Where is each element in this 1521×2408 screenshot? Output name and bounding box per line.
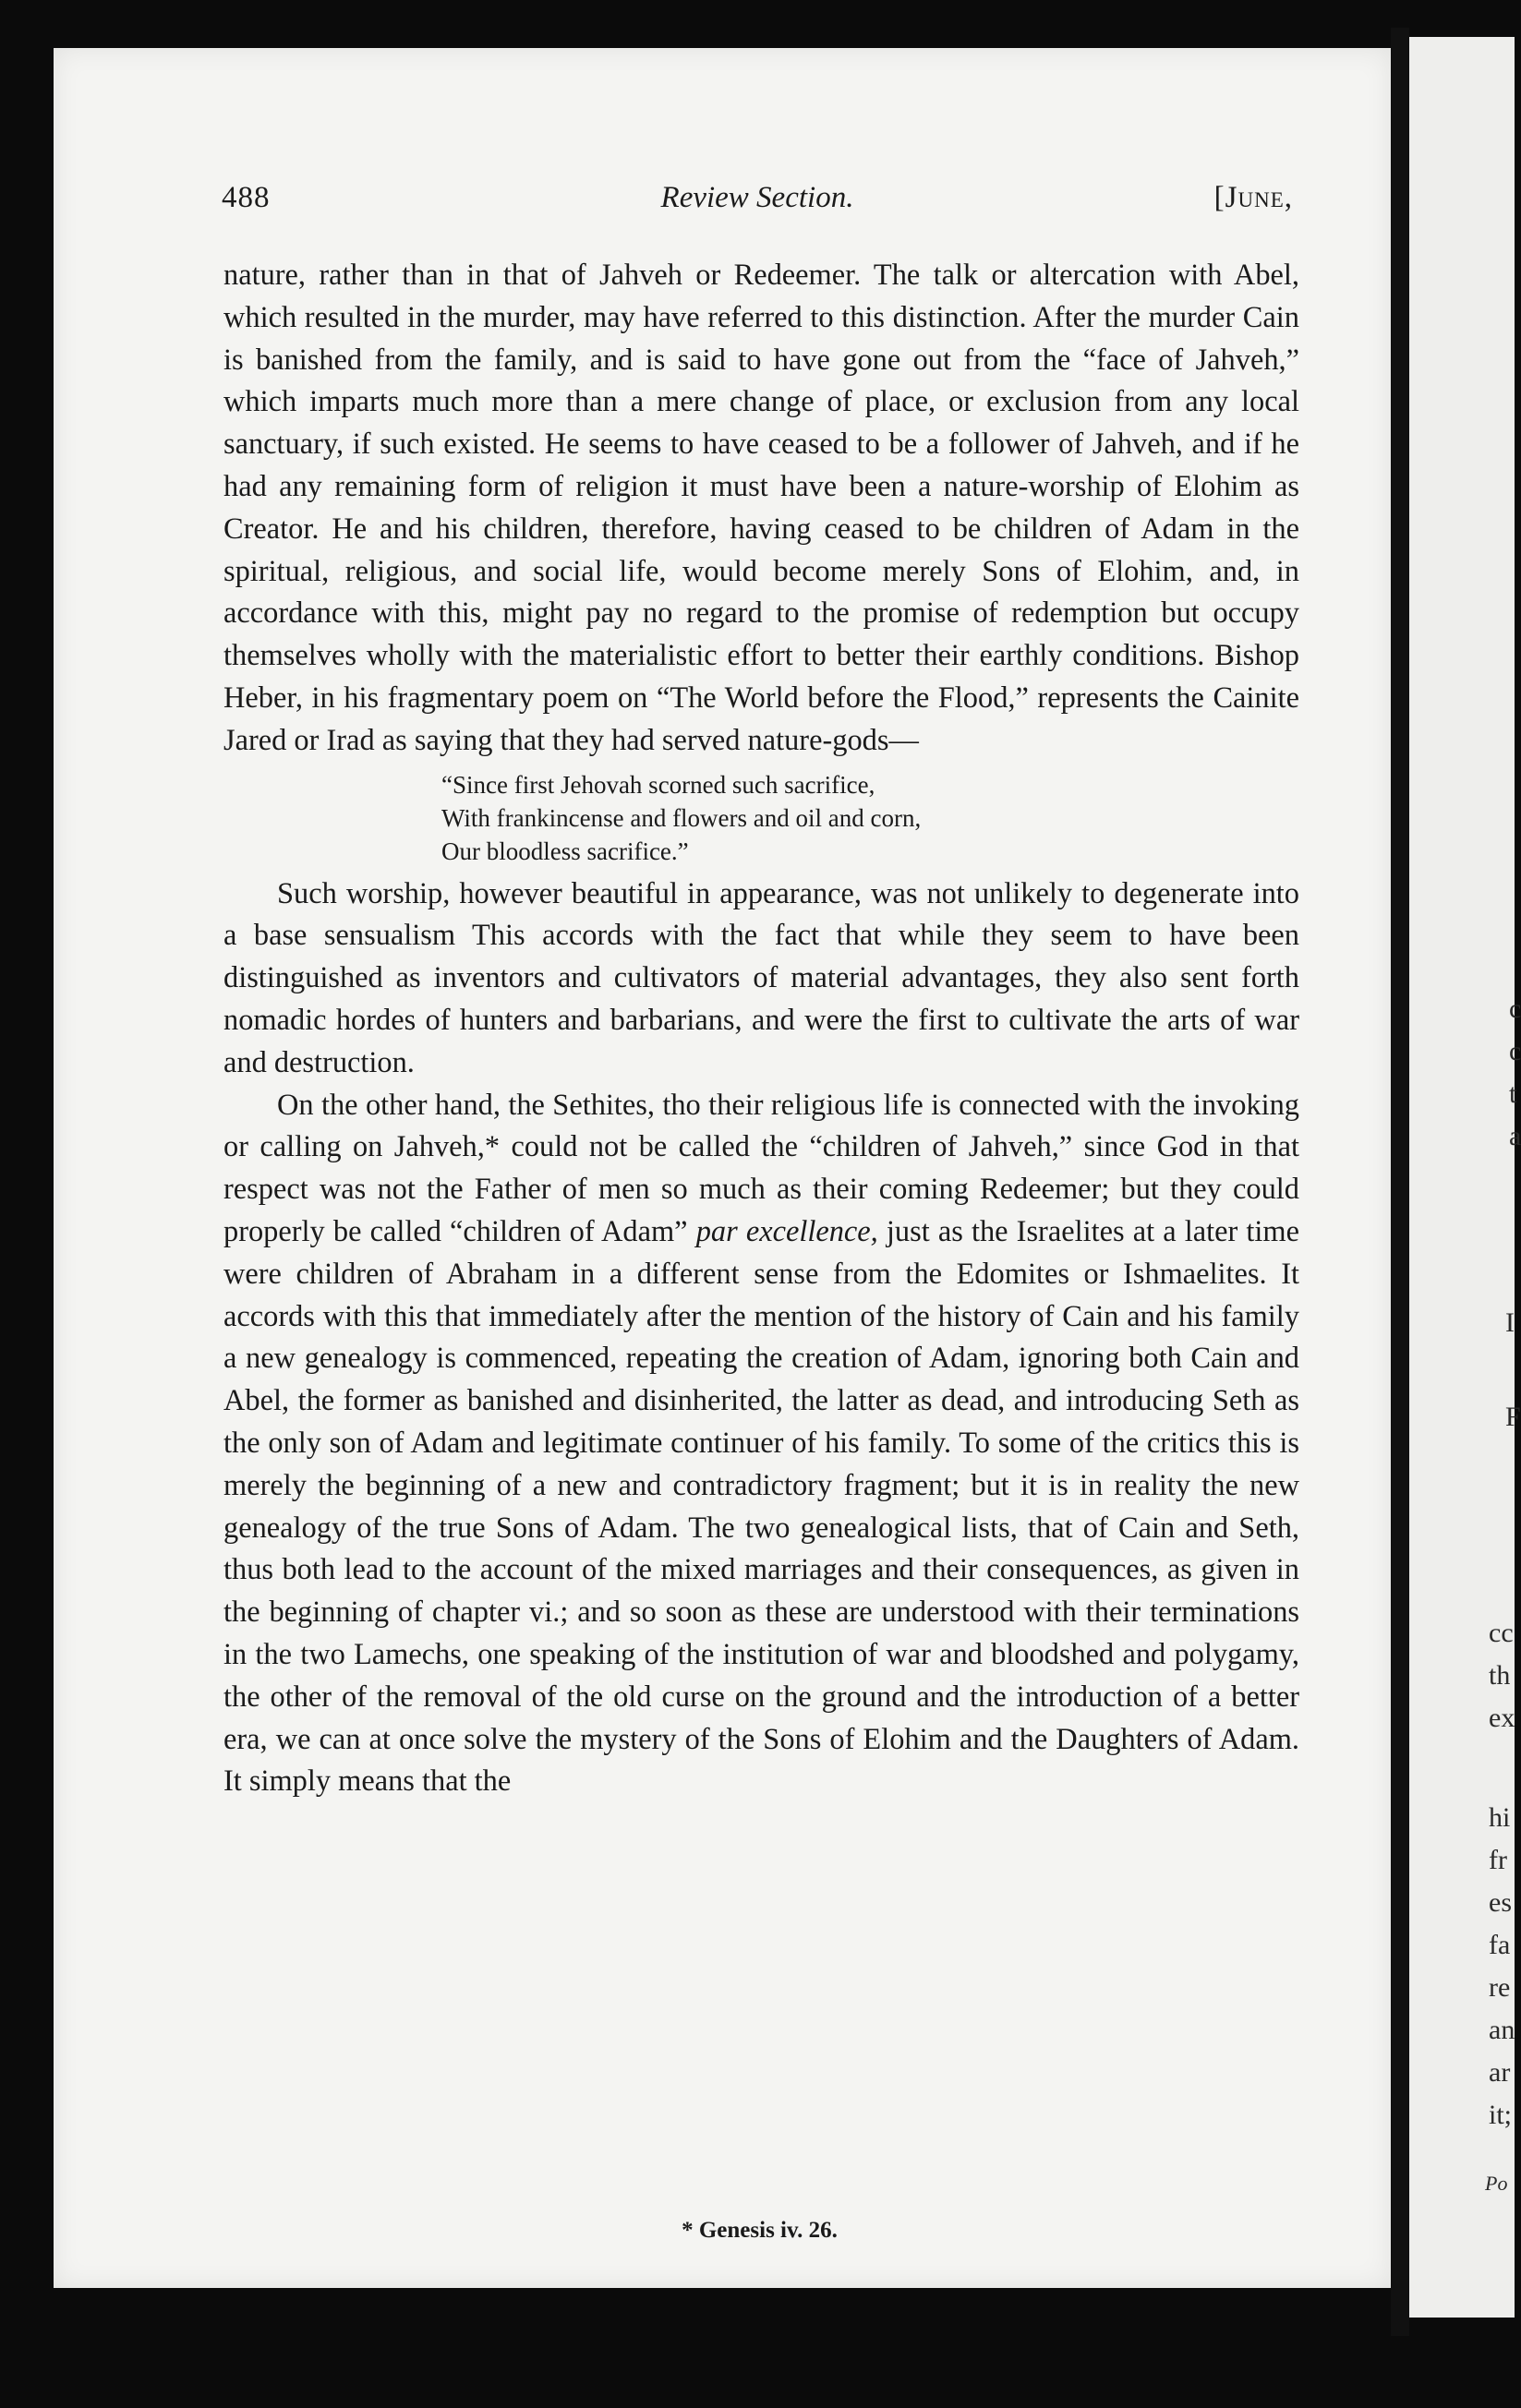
facing-page-fragment: es (1489, 1887, 1512, 1918)
book-gutter (1391, 28, 1409, 2336)
verse-line: Our bloodless sacrifice.” (441, 837, 689, 865)
facing-page-fragment: c (1509, 993, 1521, 1024)
paragraph-sethites (223, 1085, 1299, 1804)
page-number: 488 (222, 181, 271, 214)
running-month: [June, (1213, 181, 1293, 214)
verse-quotation (441, 768, 1299, 868)
facing-page-fragment: a (1509, 1121, 1521, 1151)
facing-page-fragment: re (1489, 1972, 1511, 2003)
italic-phrase: par excellence, (695, 1214, 878, 1248)
footnote: * Genesis iv. 26. (682, 2218, 838, 2243)
facing-page-fragment: fa (1489, 1930, 1511, 1960)
paragraph-continued: nature, rather than in that of Jahveh or Redeemer. The talk or altercation with Abel, which resulted in the murder, may have referred to this distinction. After the murder Cain is banished from the family, and is said to have gone out from the “face of Jahveh,” which imparts much more than a mere change of place, or exclusion from any local sanctuary, if such existed. He seems to have ceased to be a follower of Jahveh, and if he had any remaining form of religion it must have been a nature-worship of Elohim as Creator. He and his children, therefore, having ceased to be children of Adam in the spiritual, religious, and social life, would become merely Sons of Elohim, and, in accordance with this, might pay no regard to the promise of redemption but occupy themselves wholly with the materialistic effort to better their earthly conditions. Bishop Heber, in his fragmentary poem on “The World before the Flood,” represents the Cainite Jared or Irad as saying that they had served nature-gods— (223, 259, 1299, 757)
facing-page-fragment: ex (1489, 1703, 1515, 1733)
facing-page-fragment: F (1505, 1402, 1521, 1432)
paragraph-worship: Such worship, however beautiful in appearance, was not unlikely to degenerate into a base sensualism This accords with the fact that while they seem to have been distinguished as inventors and cultivators of material advantages, they also sent forth nomadic hordes of hunters and barbarians, and were the first to cultivate the arts of war and destruction. (223, 876, 1299, 1079)
facing-page-fragment: t (1509, 1078, 1517, 1109)
paragraph-text: On the other hand, the Sethites, tho their religious life is connected with the invoking or calling on Jahveh,* could not be called the “children of Jahveh,” since God in that respect was not the Father of men so much as their coming Redeemer; but they could properly be called “children of Adam” (223, 1088, 1299, 1248)
facing-page-fragment: fr (1489, 1845, 1507, 1875)
article-body (223, 255, 1299, 1803)
facing-page-fragment: th (1489, 1660, 1511, 1691)
facing-page-fragment: it; (1489, 2100, 1513, 2130)
verse-line: “Since first Jehovah scorned such sacrifice, (441, 770, 875, 799)
facing-page-fragment: an (1489, 2015, 1515, 2045)
facing-page-fragment: hi (1489, 1802, 1511, 1833)
facing-page-fragment: Po (1485, 2172, 1508, 2195)
running-title: Review Section. (660, 181, 854, 214)
facing-page-fragment: c (1509, 1036, 1521, 1066)
facing-page-fragment: ar (1489, 2057, 1511, 2088)
verse-line: With frankincense and flowers and oil and corn, (441, 803, 922, 832)
paragraph-text: just as the Israelites at a later time were children of Abraham in a different sense from the Edomites or Ishmaelites. It accords with this that immediately after the mention of the history of Cain and his family a new genealogy is commenced, repeating the creation of Adam, ignoring both Cain and Abel, the former as banished and disinherited, the latter as dead, and introducing Seth as the only son of Adam and legitimate continuer of his family. To some of the critics this is merely the beginning of a new and contradictory fragment; but it is in reality the new genealogy of the true Sons of Adam. The two genealogical lists, that of Cain and Seth, thus both lead to the account of the mixed marriages and their consequences, as given in the beginning of chapter vi.; and so soon as these are understood with their terminations in the two Lamechs, one speaking of the institution of war and bloodshed and polygamy, the other of the removal of the old curse on the ground and the introduction of a better era, we can at once solve the mystery of the Sons of Elohim and the Daughters of Adam. It simply means that the (223, 1214, 1299, 1799)
page-header (222, 181, 1293, 227)
facing-page-fragment: cc (1489, 1618, 1514, 1648)
facing-page-fragment: I (1505, 1307, 1515, 1338)
facing-page-edge (1409, 37, 1521, 2318)
